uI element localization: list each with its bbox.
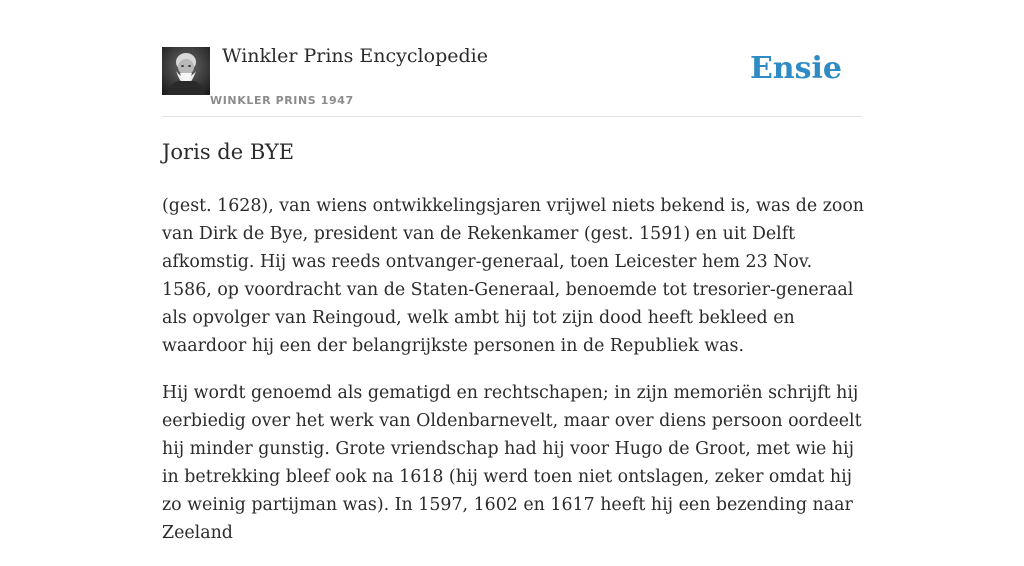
article-body (162, 192, 866, 566)
author-avatar[interactable] (162, 47, 210, 95)
article-paragraph: Hij wordt genoemd als gematigd en rechtschapen; in zijn memoriën schrijft hij eerbiedig over het werk van Oldenbarnevelt, maar over diens persoon oordeelt hij minder gunstig. Grote vriendschap had hij voor Hugo de Groot, met wie hij in betrekking bleef ook na 1618 (hij werd toen niet ontslagen, zeker omdat hij zo weinig partijman was). In 1597, 1602 en 1617 heeft hij een bezending naar Zeeland (162, 383, 862, 543)
ensie-logo[interactable]: Ensie (749, 51, 842, 86)
site-title[interactable]: Winkler Prins Encyclopedie (222, 45, 488, 67)
article-title: Joris de BYE (162, 140, 295, 164)
article-paragraph: (gest. 1628), van wiens ontwikkelingsjaren vrijwel niets bekend is, was de zoon van Dirk de Bye, president van de Rekenkamer (gest. 1591) en uit Delft afkomstig. Hij was reeds ontvanger-generaal, toen Leicester hem 23 Nov. 1586, op voordracht van de Staten-Generaal, benoemde tot tresorier-generaal als opvolger van Reingoud, welk ambt hij tot zijn dood heeft bekleed en waardoor hij een der belangrijkste personen in de Republiek was. (162, 196, 865, 356)
site-header (162, 0, 862, 117)
bearded-man-portrait-icon (162, 47, 210, 95)
site-subtitle[interactable]: WINKLER PRINS 1947 (210, 94, 354, 107)
